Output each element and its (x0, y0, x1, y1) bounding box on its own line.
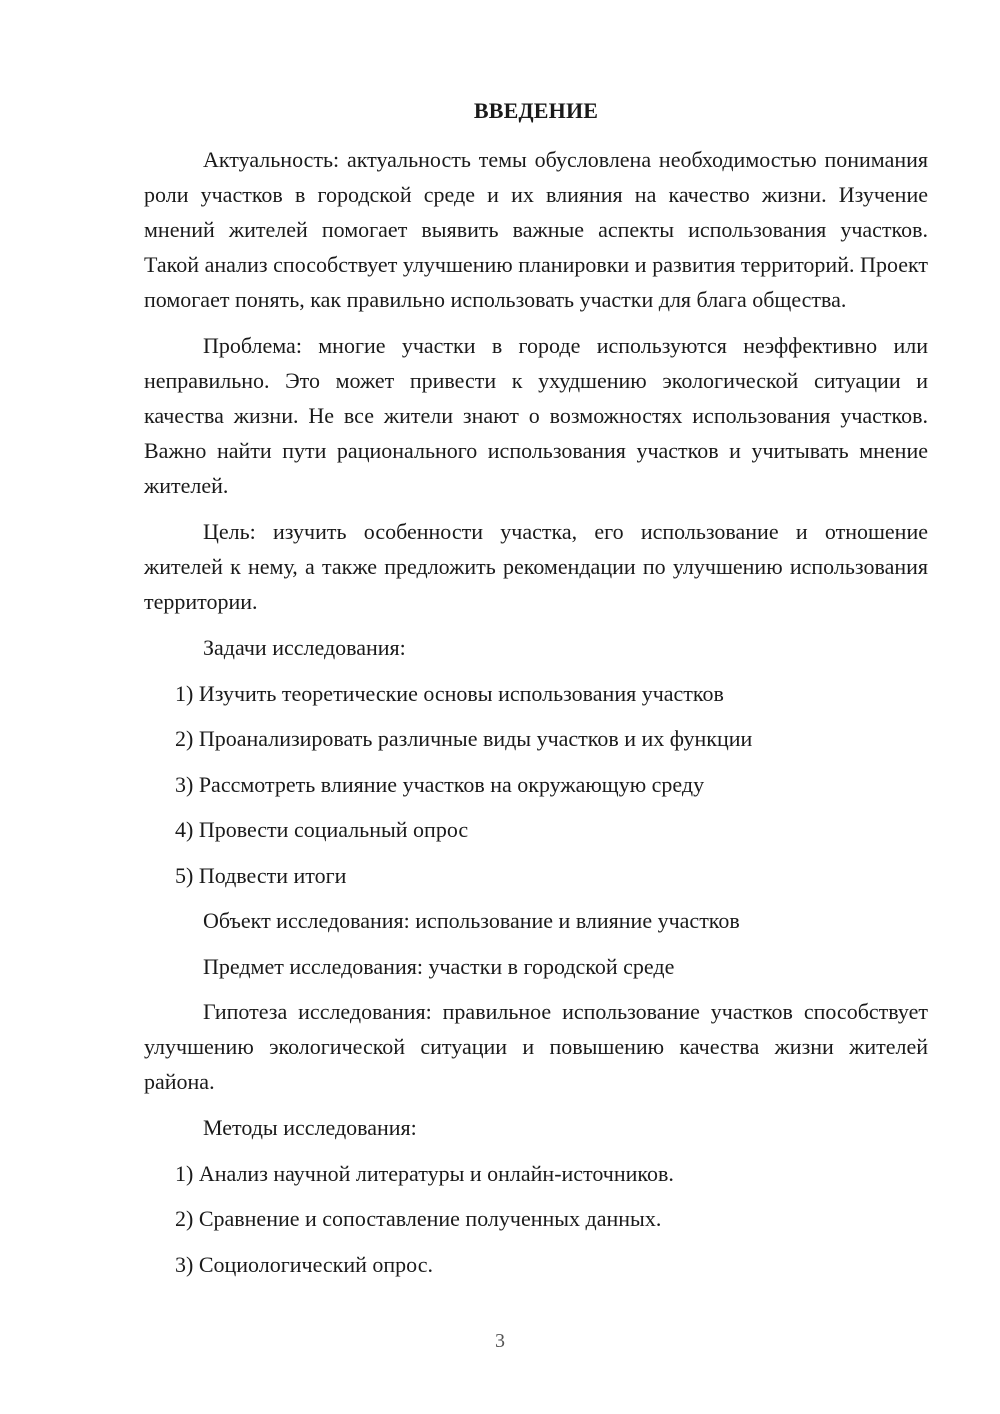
tasks-heading: Задачи исследования: (203, 635, 406, 660)
method-item-3: 3) Социологический опрос. (175, 1251, 433, 1277)
method-item-1: 1) Анализ научной литературы и онлайн-источников. (175, 1160, 674, 1186)
goal-paragraph: Цель: изучить особенности участка, его использование и отношение жителей к нему, а также предложить рекомендации по улучшению использования территории. (144, 519, 928, 614)
task-item-5: 5) Подвести итоги (175, 862, 347, 888)
hypothesis-paragraph: Гипотеза исследования: правильное использование участков способствует улучшению экологической ситуации и повышению качества жизни жителей района. (144, 999, 928, 1094)
methods-heading: Методы исследования: (203, 1115, 417, 1140)
problem-paragraph: Проблема: многие участки в городе используются неэффективно или неправильно. Это может привести к ухудшению экологической ситуации и качества жизни. Не все жители знают о возможностях использования участков. Важно найти пути рационального использования участков и учитывать мнение жителей. (144, 333, 928, 498)
method-item-2: 2) Сравнение и сопоставление полученных данных. (175, 1206, 662, 1231)
research-object: Объект исследования: использование и влияние участков (203, 908, 740, 933)
task-item-4: 4) Провести социальный опрос (175, 817, 469, 842)
task-item-3: 3) Рассмотреть влияние участков на окружающую среду (175, 771, 705, 797)
page-number: 3 (495, 1330, 505, 1352)
task-item-1: 1) Изучить теоретические основы использования участков (175, 680, 724, 706)
task-item-2: 2) Проанализировать различные виды участков и их функции (175, 726, 753, 751)
page-title: ВВЕДЕНИЕ (473, 98, 599, 123)
research-subject: Предмет исследования: участки в городской среде (203, 953, 675, 979)
relevance-paragraph: Актуальность: актуальность темы обусловлена необходимостью понимания роли участков в городской среде и их влияния на качество жизни. Изучение мнений жителей помогает выявить важные аспекты использования участков. Такой анализ способствует улучшению планировки и развития территорий. Проект помогает понять, как правильно использовать участки для блага общества. (144, 147, 928, 312)
document-page (144, 94, 928, 1292)
